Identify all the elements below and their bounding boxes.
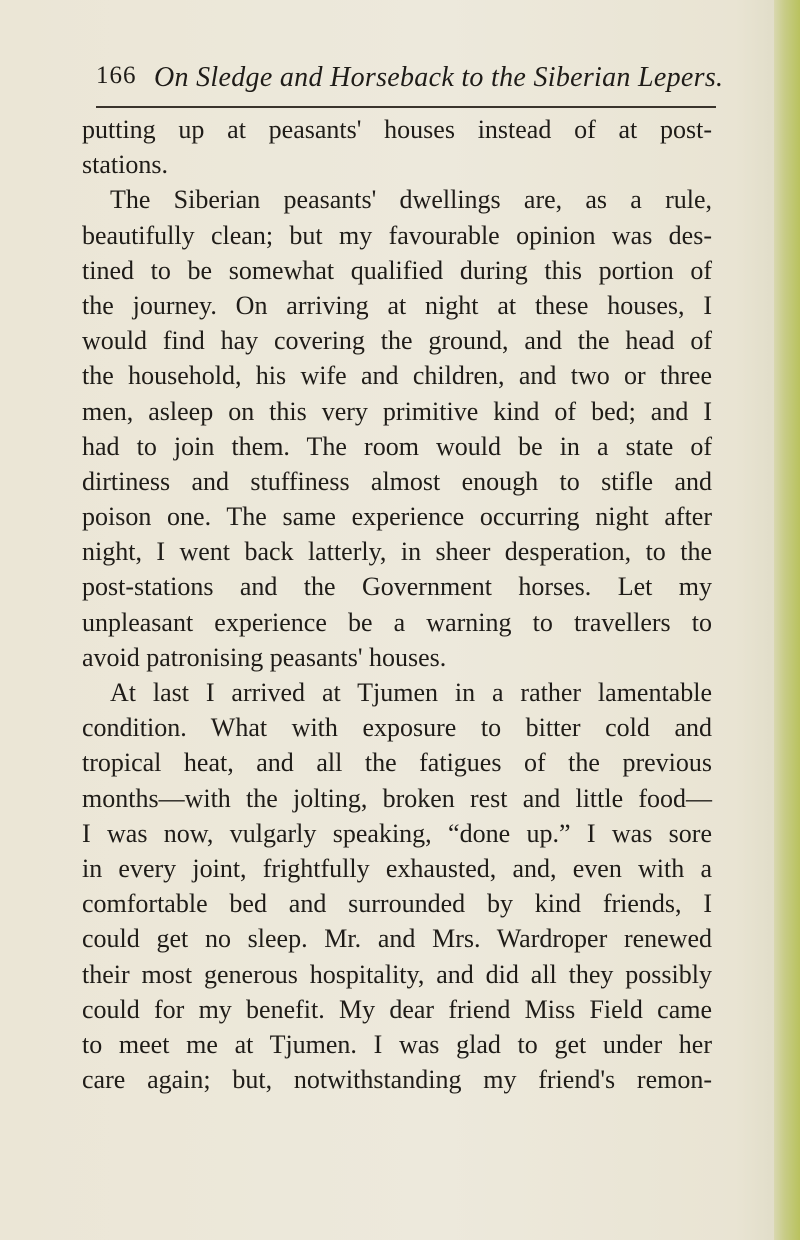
text-line: I was now, vulgarly speaking, “done up.” I was sore [82,818,712,848]
text-line: the journey. On arriving at night at these houses, I [82,290,712,320]
text-line: to meet me at Tjumen. I was glad to get under her [82,1029,712,1059]
text-line: beautifully clean; but my favourable opinion was des- [82,220,712,250]
body-text [82,112,712,1097]
paragraph-start-line: At last I arrived at Tjumen in a rather lamentable [110,678,712,707]
text-line: months—with the jolting, broken rest and little food— [82,783,712,813]
text-line: unpleasant experience be a warning to travellers to [82,607,712,637]
page-number: 166 [96,62,137,89]
text-line: poison one. The same experience occurring night after [82,502,712,532]
text-line: tined to be somewhat qualified during this portion of [82,255,712,285]
text-line: care again; but, notwithstanding my friend's remon- [82,1065,712,1095]
paragraph-start-line: The Siberian peasants' dwellings are, as a rule, [110,185,712,215]
text-line: night, I went back latterly, in sheer desperation, to the [82,537,712,567]
text-line: had to join them. The room would be in a state of [82,431,712,461]
text-line: in every joint, frightfully exhausted, and, even with a [82,853,712,883]
text-line: dirtiness and stuffiness almost enough to stifle and [82,466,712,496]
running-title: On Sledge and Horseback to the Siberian Lepers. [154,62,724,93]
text-line: stations. [82,150,168,180]
text-line: putting up at peasants' houses instead of at post- [82,115,712,144]
text-line: tropical heat, and all the fatigues of the previous [82,748,712,778]
running-header [96,62,724,108]
text-line: post-stations and the Government horses. Let my [82,572,712,602]
text-line: could get no sleep. Mr. and Mrs. Wardroper renewed [82,924,712,954]
text-line: the household, his wife and children, and two or three [82,361,712,391]
text-line: condition. What with exposure to bitter cold and [82,713,712,743]
page-edge [774,0,800,1240]
text-line: men, asleep on this very primitive kind of bed; and I [82,396,712,426]
text-line: would find hay covering the ground, and the head of [82,326,712,356]
text-line: comfortable bed and surrounded by kind friends, I [82,889,712,919]
text-line: avoid patronising peasants' houses. [82,642,447,672]
text-line: their most generous hospitality, and did all they possibly [82,959,712,989]
text-line: could for my benefit. My dear friend Miss Field came [82,994,712,1024]
